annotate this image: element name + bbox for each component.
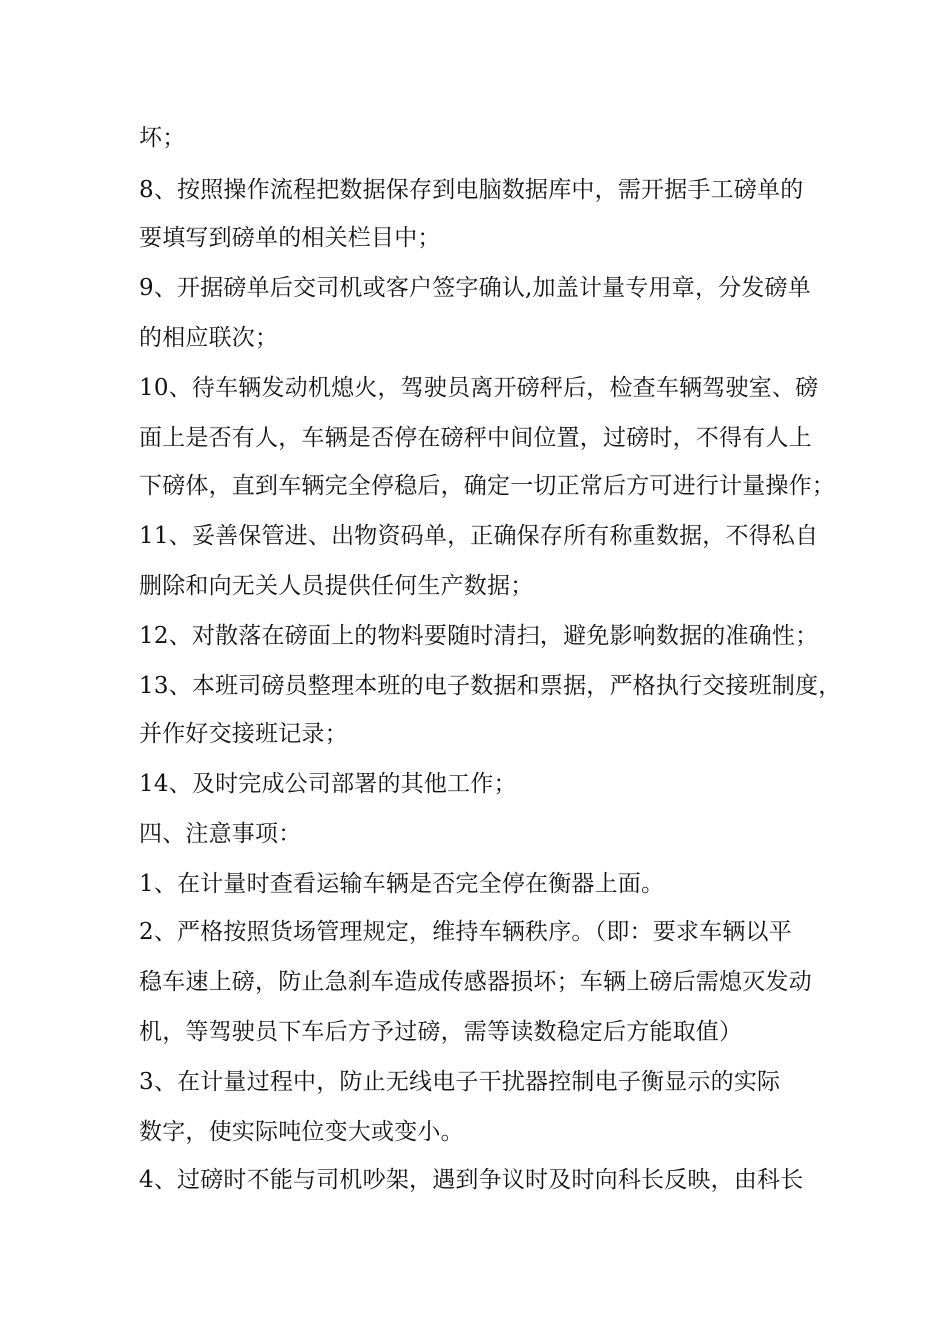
text-line: 12、对散落在磅面上的物料要随时清扫，避免影响数据的准确性；	[139, 623, 819, 649]
text-line: 下磅体，直到车辆完全停稳后，确定一切正常后方可进行计量操作；	[139, 473, 835, 499]
text-line: 3、在计量过程中，防止无线电子干扰器控制电子衡显示的实际	[139, 1069, 781, 1095]
text-line: 要填写到磅单的相关栏目中；	[139, 225, 441, 251]
text-line: 面上是否有人，车辆是否停在磅秤中间位置，过磅时，不得有人上	[139, 425, 812, 451]
text-line: 稳车速上磅，防止急刹车造成传感器损坏；车辆上磅后需熄灭发动	[139, 969, 812, 995]
text-line: 10、待车辆发动机熄火，驾驶员离开磅秤后，检查车辆驾驶室、磅	[139, 375, 819, 401]
text-line: 2、严格按照货场管理规定，维持车辆秩序。（即：要求车辆以平	[139, 919, 792, 945]
text-line: 4、过磅时不能与司机吵架，遇到争议时及时向科长反映，由科长	[139, 1167, 804, 1193]
text-line: 14、及时完成公司部署的其他工作；	[139, 771, 517, 797]
section-heading: 四、注意事项：	[139, 821, 302, 847]
text-line: 机，等驾驶员下车后方予过磅，需等读数稳定后方能取值）	[139, 1019, 743, 1045]
text-line: 9、开据磅单后交司机或客户签字确认,加盖计量专用章，分发磅单	[139, 275, 811, 301]
text-line: 1、在计量时查看运输车辆是否完全停在衡器上面。	[139, 871, 665, 897]
text-line: 11、妥善保管进、出物资码单，正确保存所有称重数据，不得私自	[139, 523, 819, 549]
text-line: 坏；	[139, 125, 186, 151]
text-line: 8、按照操作流程把数据保存到电脑数据库中，需开据手工磅单的	[139, 177, 804, 203]
text-line: 数字，使实际吨位变大或变小。	[139, 1119, 464, 1145]
text-line: 的相应联次；	[139, 325, 279, 351]
text-line: 13、本班司磅员整理本班的电子数据和票据，严格执行交接班制度，	[139, 673, 842, 699]
text-line: 删除和向无关人员提供任何生产数据；	[139, 573, 534, 599]
text-line: 并作好交接班记录；	[139, 721, 348, 747]
